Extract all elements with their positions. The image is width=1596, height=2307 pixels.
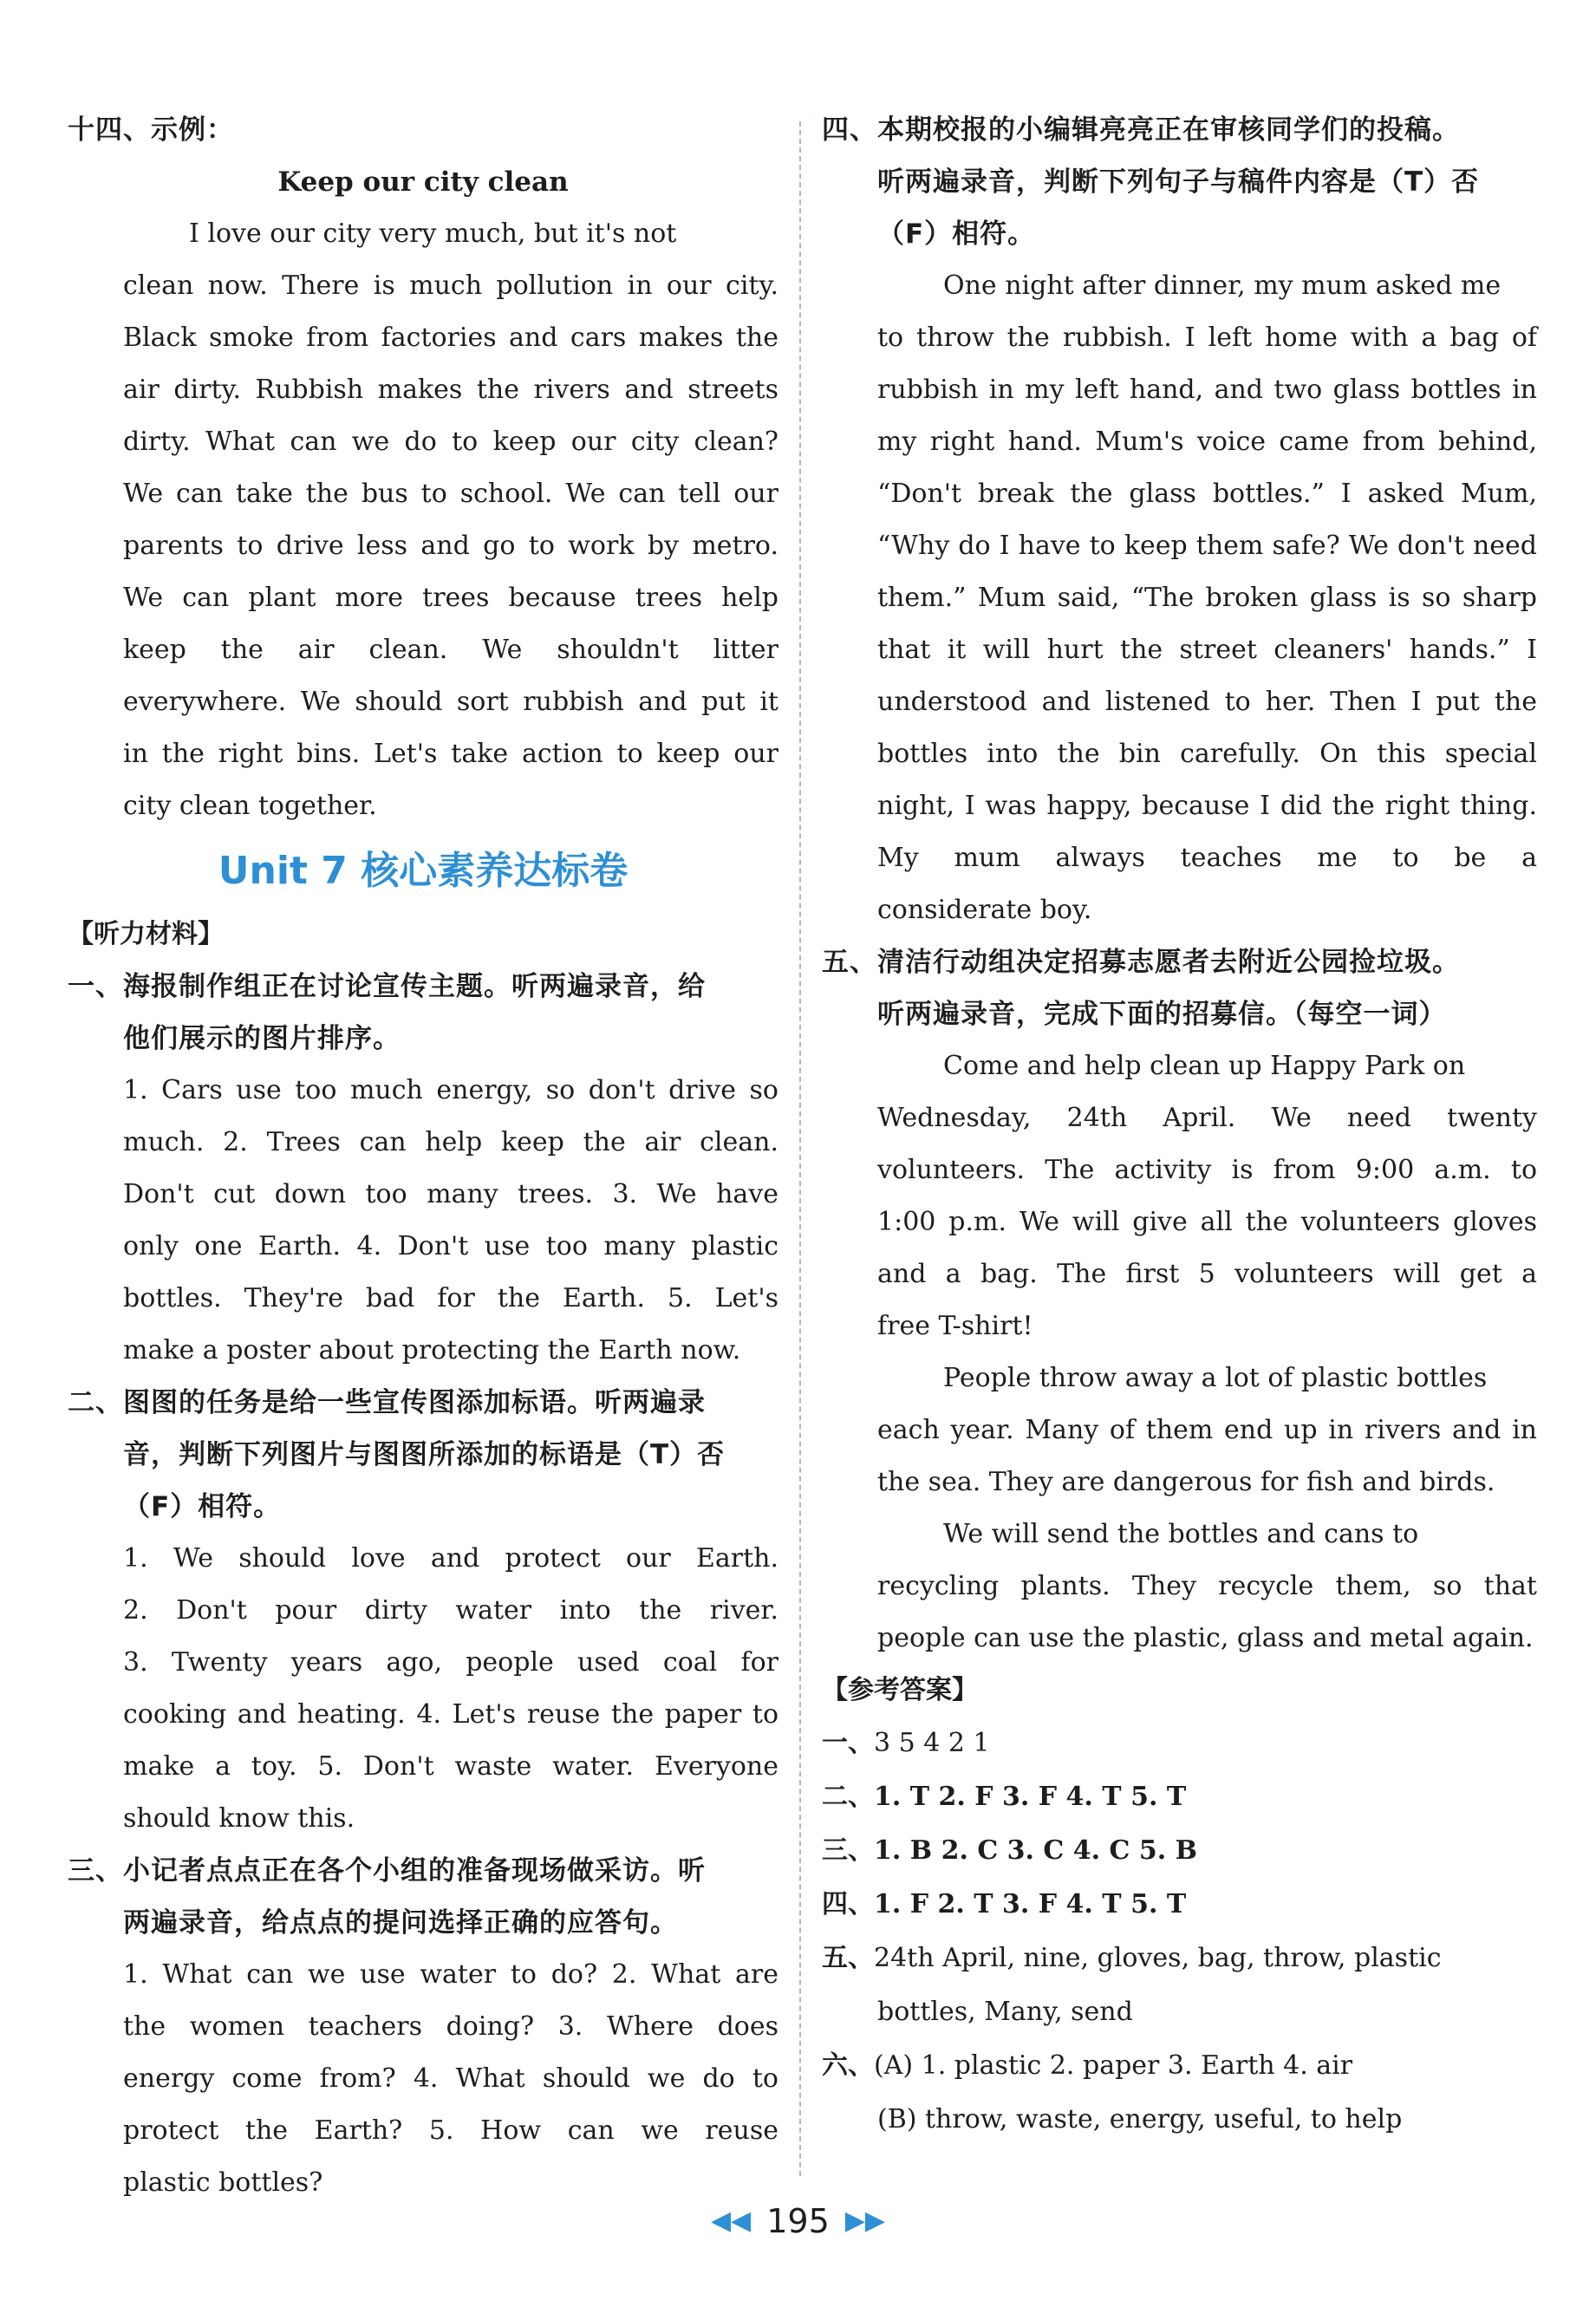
transcript-line: people can use the plastic, glass and metal again.: [877, 1623, 1534, 1653]
transcript-line: free T-shirt!: [877, 1311, 1033, 1341]
answer-row: [822, 1824, 1537, 1878]
answer-label: 五、: [822, 1943, 874, 1973]
transcript-line: understood and listened to her. Then I put the: [877, 687, 1537, 717]
page-number: 195: [766, 2202, 830, 2240]
right-column: [822, 104, 1537, 2147]
transcript-line: each year. Many of them end up in rivers and in: [877, 1415, 1537, 1445]
question-heading: 他们展示的图片排序。: [123, 1023, 401, 1054]
essay-title: Keep our city clean: [277, 166, 569, 198]
answer-text: bottles, Many, send: [877, 1997, 1133, 2027]
transcript-line: 1. What can we use water to do? 2. What are: [123, 1959, 778, 1990]
essay-line: I love our city very much, but it's not: [189, 218, 677, 249]
answer-row: [822, 1717, 1537, 1770]
essay-line: dirty. What can we do to keep our city clean?: [123, 427, 778, 457]
question-heading: （F）相符。: [123, 1491, 282, 1522]
essay-line: parents to drive less and go to work by metro.: [123, 531, 778, 561]
transcript-line: make a poster about protecting the Earth now.: [123, 1335, 741, 1365]
previous-arrows-icon: ◀◀: [710, 2206, 752, 2236]
question-heading: 音，判断下列图片与图图所添加的标语是（T）否: [123, 1439, 726, 1470]
answer-text: 1. T 2. F 3. F 4. T 5. T: [874, 1782, 1187, 1812]
essay-line: clean now. There is much pollution in our city.: [123, 270, 778, 301]
essay-line: keep the air clean. We shouldn't litter: [123, 635, 778, 665]
answer-text: 3 5 4 2 1: [874, 1728, 990, 1758]
answer-text: 1. F 2. T 3. F 4. T 5. T: [874, 1889, 1187, 1919]
transcript-line: rubbish in my left hand, and two glass bottles in: [877, 375, 1537, 405]
transcript-line: We will send the bottles and cans to: [943, 1519, 1419, 1549]
question-heading: 四、本期校报的小编辑亮亮正在审核同学们的投稿。: [822, 114, 1460, 146]
essay-line: in the right bins. Let's take action to keep our: [123, 739, 778, 769]
answer-label: 三、: [822, 1835, 874, 1866]
transcript-line: Wednesday, 24th April. We need twenty: [877, 1103, 1537, 1133]
transcript-line: only one Earth. 4. Don't use too many plastic: [123, 1231, 778, 1261]
essay-line: We can plant more trees because trees help: [123, 583, 778, 613]
transcript-line: One night after dinner, my mum asked me: [943, 270, 1502, 301]
transcript-line: the women teachers doing? 3. Where does: [123, 2011, 778, 2042]
answer-text: (B) throw, waste, energy, useful, to help: [877, 2104, 1403, 2134]
essay-line: city clean together.: [123, 791, 377, 821]
transcript-line: volunteers. The activity is from 9:00 a.m. to: [877, 1155, 1537, 1185]
answer-text: (A) 1. plastic 2. paper 3. Earth 4. air: [874, 2050, 1353, 2081]
transcript-line: much. 2. Trees can help keep the air clean.: [123, 1127, 778, 1157]
left-column: [68, 104, 778, 2209]
question-heading: （F）相符。: [877, 218, 1036, 250]
transcript-line: that it will hurt the street cleaners' hands.” I: [877, 635, 1537, 665]
answer-row: [822, 1932, 1537, 1985]
transcript-line: and a bag. The first 5 volunteers will get a: [877, 1259, 1537, 1289]
transcript-line: protect the Earth? 5. How can we reuse: [123, 2115, 778, 2146]
question-heading: 听两遍录音，完成下面的招募信。（每空一词）: [877, 999, 1447, 1030]
transcript-line: cooking and heating. 4. Let's reuse the paper to: [123, 1699, 778, 1730]
transcript-line: my right hand. Mum's voice came from behind,: [877, 427, 1537, 457]
answer-label: 四、: [822, 1889, 874, 1919]
question-heading: 五、清洁行动组决定招募志愿者去附近公园捡垃圾。: [822, 947, 1460, 978]
transcript-line: Don't cut down too many trees. 3. We have: [123, 1179, 778, 1209]
transcript-line: “Don't break the glass bottles.” I asked Mum,: [877, 479, 1537, 509]
transcript-line: night, I was happy, because I did the right thing.: [877, 791, 1537, 821]
transcript-line: plastic bottles?: [123, 2167, 323, 2198]
answer-row: [822, 1985, 1537, 2039]
answers-label: 【参考答案】: [822, 1675, 978, 1705]
answer-text: 24th April, nine, gloves, bag, throw, plastic: [874, 1943, 1442, 1973]
transcript-line: 1:00 p.m. We will give all the volunteers gloves: [877, 1207, 1537, 1237]
question-heading: 二、图图的任务是给一些宣传图添加标语。听两遍录: [68, 1387, 706, 1418]
question-heading: 三、小记者点点正在各个小组的准备现场做采访。听: [68, 1855, 706, 1887]
unit-title: Unit 7 核心素养达标卷: [218, 849, 629, 893]
transcript-line: 3. Twenty years ago, people used coal for: [123, 1647, 778, 1678]
column-divider: [799, 121, 801, 2176]
answer-row: [822, 2039, 1537, 2093]
transcript-line: “Why do I have to keep them safe? We don't need: [877, 531, 1537, 561]
answer-text: 1. B 2. C 3. C 4. C 5. B: [874, 1835, 1197, 1866]
transcript-line: bottles into the bin carefully. On this special: [877, 739, 1537, 769]
answer-label: 一、: [822, 1728, 874, 1758]
question-heading: 一、海报制作组正在讨论宣传主题。听两遍录音，给: [68, 971, 706, 1002]
essay-line: air dirty. Rubbish makes the rivers and streets: [123, 375, 778, 405]
transcript-line: considerate boy.: [877, 895, 1092, 925]
answer-label: 六、: [822, 2050, 874, 2081]
essay-line: Black smoke from factories and cars makes the: [123, 323, 778, 353]
transcript-line: should know this.: [123, 1803, 355, 1834]
transcript-line: the sea. They are dangerous for fish and birds.: [877, 1467, 1495, 1497]
answer-row: [822, 1878, 1537, 1932]
transcript-line: 1. We should love and protect our Earth.: [123, 1543, 778, 1574]
transcript-line: energy come from? 4. What should we do to: [123, 2063, 778, 2094]
transcript-line: make a toy. 5. Don't waste water. Everyone: [123, 1751, 778, 1782]
next-arrows-icon: ▶▶: [844, 2206, 886, 2236]
essay-line: everywhere. We should sort rubbish and put it: [123, 687, 778, 717]
transcript-line: Come and help clean up Happy Park on: [943, 1051, 1466, 1081]
question-heading: 两遍录音，给点点的提问选择正确的应答句。: [123, 1907, 678, 1939]
transcript-line: People throw away a lot of plastic bottles: [943, 1363, 1488, 1393]
transcript-line: them.” Mum said, “The broken glass is so sharp: [877, 583, 1537, 613]
transcript-line: My mum always teaches me to be a: [877, 843, 1537, 873]
transcript-line: to throw the rubbish. I left home with a bag of: [877, 323, 1537, 353]
transcript-line: recycling plants. They recycle them, so that: [877, 1571, 1537, 1601]
essay-header: 十四、示例：: [68, 114, 234, 146]
answer-row: [822, 1770, 1537, 1824]
answer-row: [822, 2093, 1537, 2147]
page-footer: [0, 2202, 1596, 2240]
answer-label: 二、: [822, 1782, 874, 1812]
essay-line: We can take the bus to school. We can tell our: [123, 479, 778, 509]
question-heading: 听两遍录音，判断下列句子与稿件内容是（T）否: [877, 166, 1480, 198]
transcript-line: bottles. They're bad for the Earth. 5. Let's: [123, 1283, 778, 1313]
transcript-line: 2. Don't pour dirty water into the river.: [123, 1595, 778, 1626]
listening-label: 【听力材料】: [68, 919, 224, 949]
transcript-line: 1. Cars use too much energy, so don't drive so: [123, 1075, 778, 1105]
